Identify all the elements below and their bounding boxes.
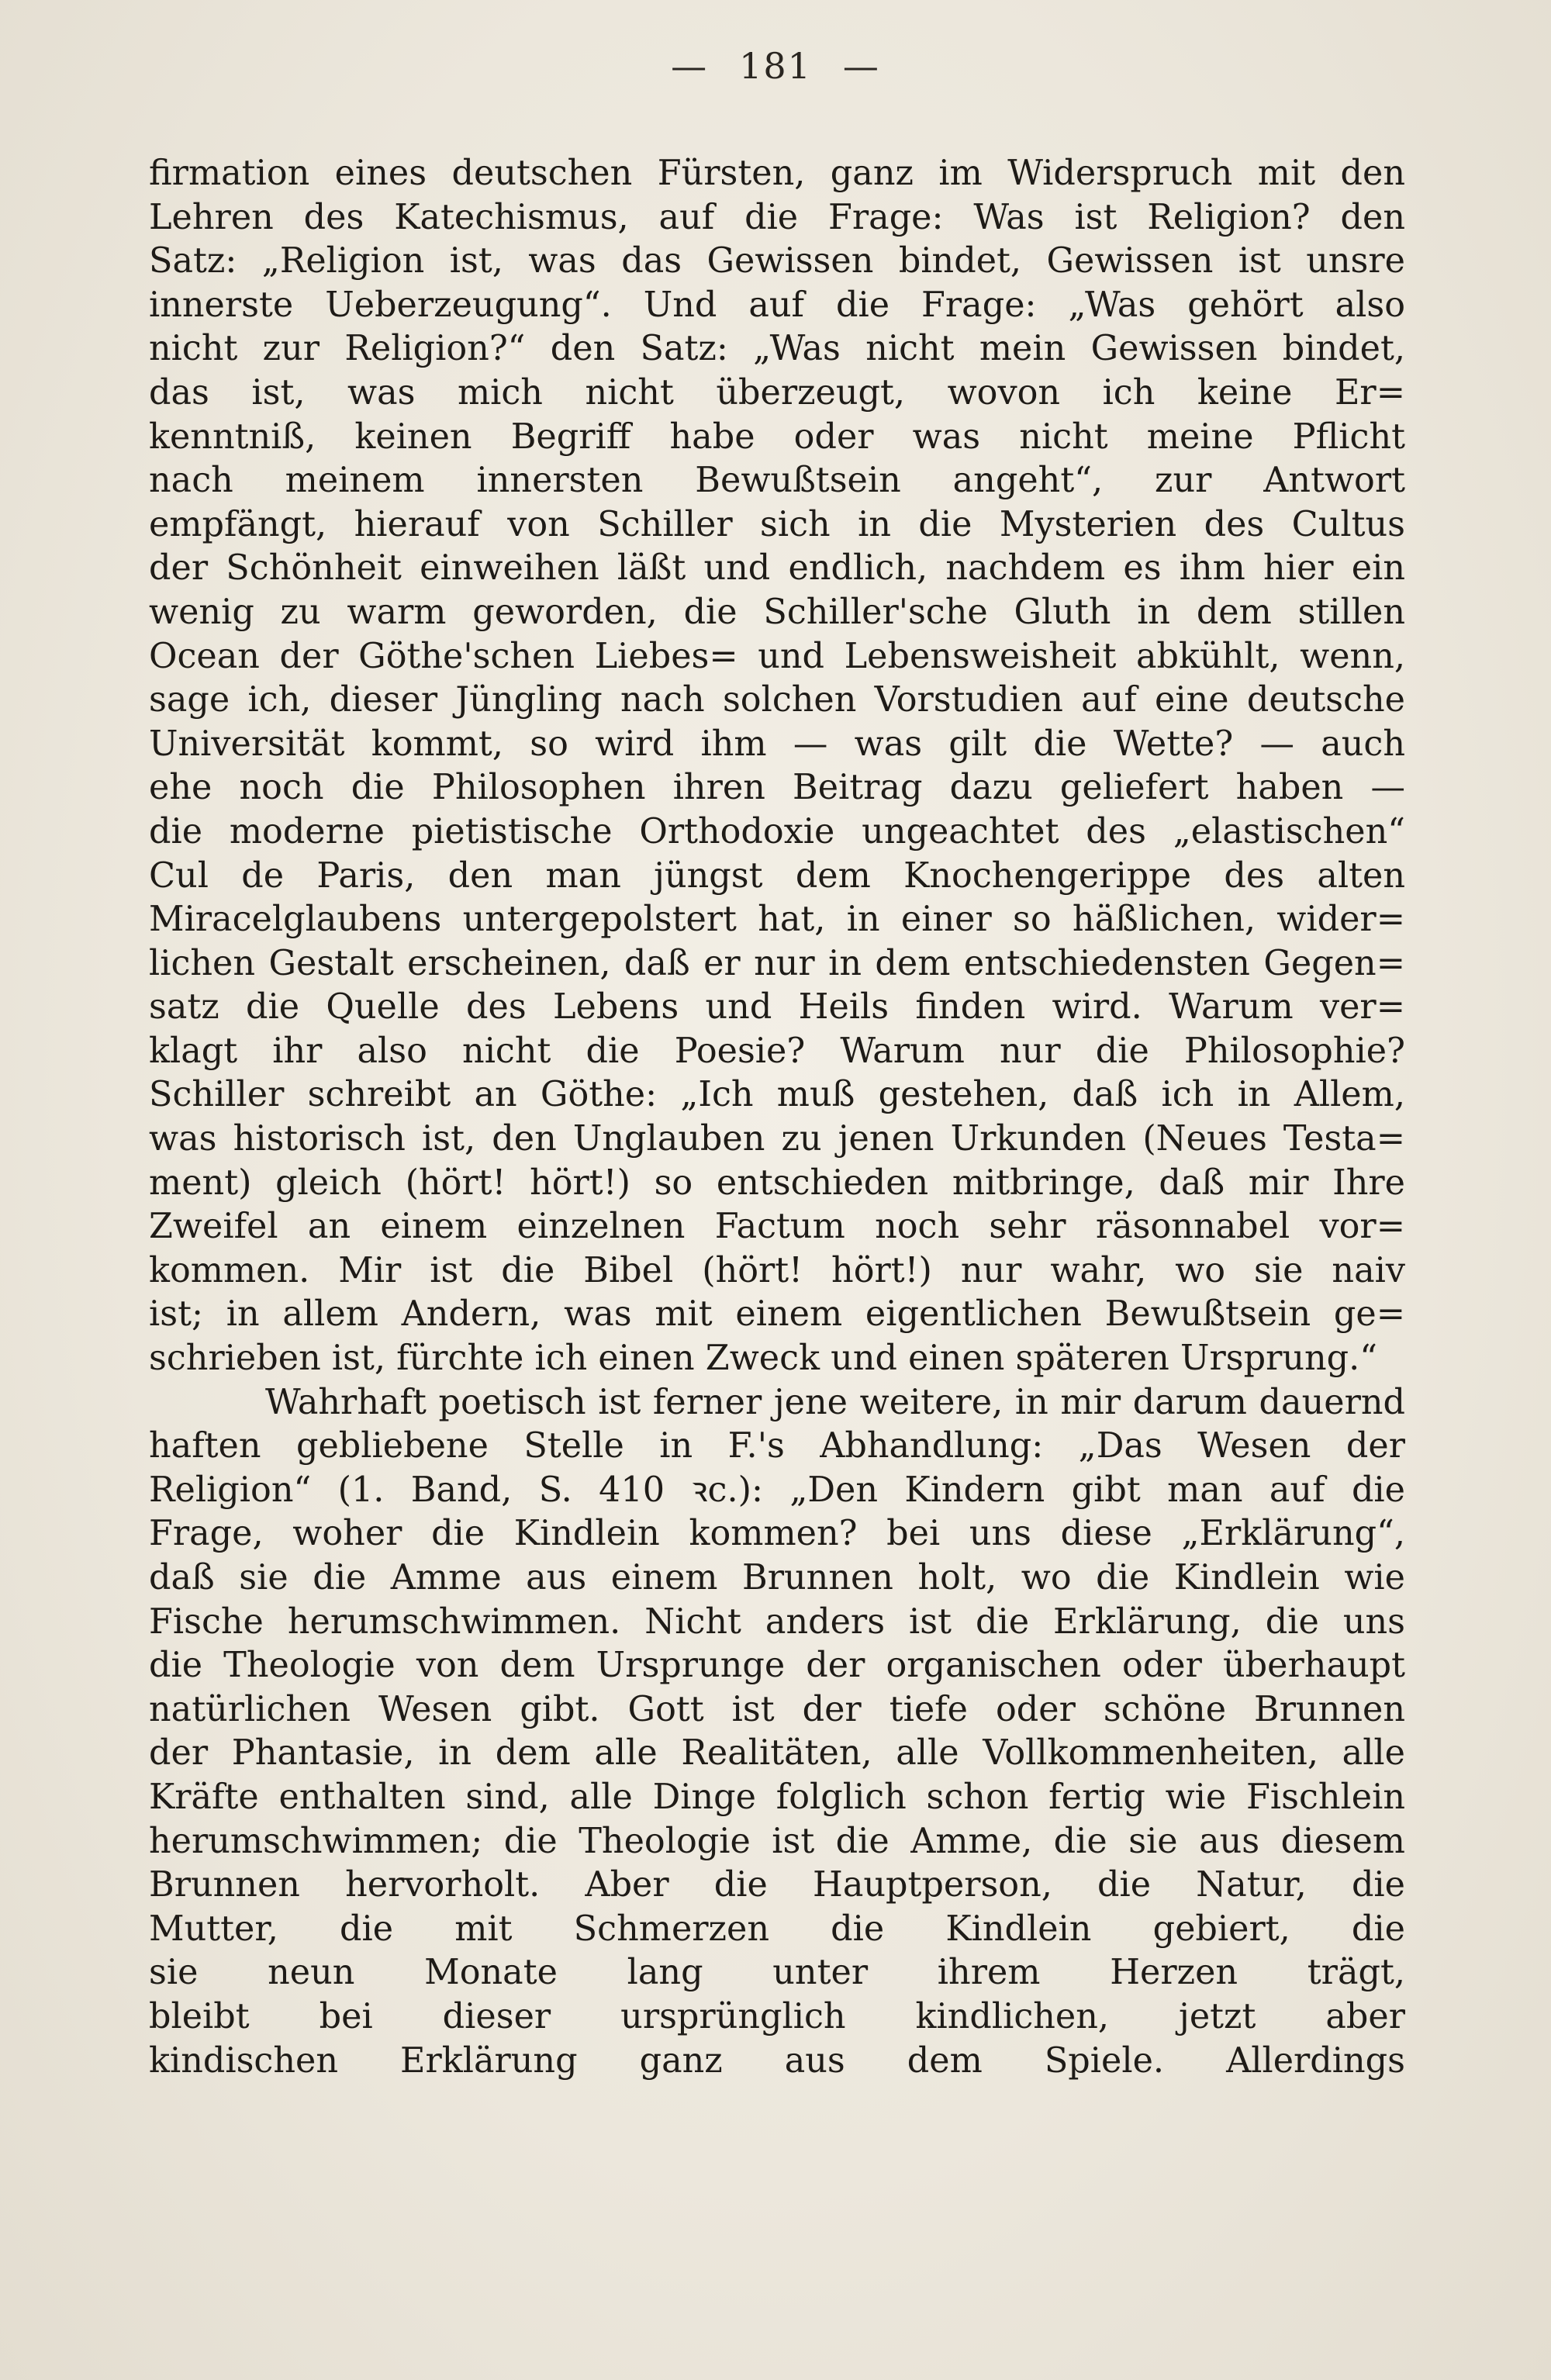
text-line: der Schönheit einweihen läßt und endlich, nachdem es ihm hier ein: [149, 548, 1405, 589]
text-line: das ist, was mich nicht überzeugt, wovon ich keine Er=: [149, 372, 1405, 413]
text-line: haften gebliebene Stelle in F.'s Abhandlung: „Das Wesen der: [149, 1426, 1405, 1466]
text-line: die moderne pietistische Orthodoxie ungeachtet des „elastischen“: [149, 811, 1405, 851]
header-dash-right: —: [842, 45, 880, 87]
text-line: schrieben ist, fürchte ich einen Zweck und einen späteren Ursprung.“: [149, 1339, 1378, 1379]
text-line: sie neun Monate lang unter ihrem Herzen trägt,: [149, 1953, 1405, 1993]
text-line: firmation eines deutschen Fürsten, ganz im Widerspruch mit den: [149, 154, 1405, 193]
text-line: Cul de Paris, den man jüngst dem Knochengerippe des alten: [149, 855, 1405, 896]
text-line: daß sie die Amme aus einem Brunnen holt, wo die Kindlein wie: [149, 1558, 1405, 1598]
text-line: Satz: „Religion ist, was das Gewissen bindet, Gewissen ist unsre: [149, 241, 1405, 282]
text-line: Religion“ (1. Band, S. 410 ꝛc.): „Den Kindern gibt man auf die: [149, 1470, 1405, 1510]
text-line: kenntniß, keinen Begriff habe oder was nicht meine Pflicht: [149, 416, 1405, 457]
text-line: Wahrhaft poetisch ist ferner jene weitere, in mir darum dauernd: [265, 1382, 1405, 1422]
text-line: nicht zur Religion?“ den Satz: „Was nicht mein Gewissen bindet,: [149, 329, 1405, 369]
text-line: herumschwimmen; die Theologie ist die Amme, die sie aus diesem: [149, 1821, 1405, 1861]
text-line: sage ich, dieser Jüngling nach solchen Vorstudien auf eine deutsche: [149, 680, 1405, 720]
text-line: Zweifel an einem einzelnen Factum noch sehr räsonnabel vor=: [149, 1207, 1405, 1247]
text-line: Frage, woher die Kindlein kommen? bei uns diese „Erklärung“,: [149, 1514, 1405, 1554]
text-line: nach meinem innersten Bewußtsein angeht“, zur Antwort: [149, 461, 1405, 501]
text-line: bleibt bei dieser ursprünglich kindlichen, jetzt aber: [149, 1996, 1405, 2036]
text-line: Universität kommt, so wird ihm — was gilt die Wette? — auch: [149, 724, 1405, 764]
text-line: satz die Quelle des Lebens und Heils finden wird. Warum ver=: [149, 987, 1405, 1028]
text-line: kommen. Mir ist die Bibel (hört! hört!) nur wahr, wo sie naiv: [149, 1250, 1405, 1290]
text-line: Fische herumschwimmen. Nicht anders ist die Erklärung, die uns: [149, 1601, 1405, 1642]
text-line: die Theologie von dem Ursprunge der organischen oder überhaupt: [149, 1646, 1405, 1686]
text-line: ist; in allem Andern, was mit einem eigentlichen Bewußtsein ge=: [149, 1294, 1405, 1335]
text-line: Schiller schreibt an Göthe: „Ich muß gestehen, daß ich in Allem,: [149, 1075, 1405, 1115]
text-line: innerste Ueberzeugung“. Und auf die Frage: „Was gehört also: [149, 285, 1405, 325]
page-number: 181: [739, 45, 812, 87]
text-line: Ocean der Göthe'schen Liebes= und Lebensweisheit abkühlt, wenn,: [149, 636, 1405, 676]
text-line: Kräfte enthalten sind, alle Dinge folglich schon fertig wie Fischlein: [149, 1777, 1405, 1817]
text-line: Brunnen hervorholt. Aber die Hauptperson, die Natur, die: [149, 1865, 1405, 1905]
text-line: lichen Gestalt erscheinen, daß er nur in dem entschiedensten Gegen=: [149, 943, 1405, 983]
text-line: was historisch ist, den Unglauben zu jenen Urkunden (Neues Testa=: [149, 1119, 1405, 1159]
text-line: ehe noch die Philosophen ihren Beitrag dazu geliefert haben —: [149, 768, 1405, 808]
body-text: [149, 152, 1405, 2083]
text-line: kindischen Erklärung ganz aus dem Spiele. Allerdings: [149, 2040, 1405, 2081]
text-line: ment) gleich (hört! hört!) so entschieden mitbringe, daß mir Ihre: [149, 1162, 1405, 1203]
text-line: natürlichen Wesen gibt. Gott ist der tiefe oder schöne Brunnen: [149, 1689, 1405, 1729]
text-line: klagt ihr also nicht die Poesie? Warum nur die Philosophie?: [149, 1031, 1405, 1071]
text-line: der Phantasie, in dem alle Realitäten, alle Vollkommenheiten, alle: [149, 1733, 1405, 1774]
text-line: empfängt, hierauf von Schiller sich in die Mysterien des Cultus: [149, 504, 1405, 544]
header-dash-left: —: [671, 45, 709, 87]
text-line: Mutter, die mit Schmerzen die Kindlein gebiert, die: [149, 1908, 1405, 1949]
text-line: Lehren des Katechismus, auf die Frage: Was ist Religion? den: [149, 197, 1405, 237]
page-header: [0, 45, 1551, 87]
text-line: wenig zu warm geworden, die Schiller'sche Gluth in dem stillen: [149, 592, 1405, 632]
text-line: Miracelglaubens untergepolstert hat, in einer so häßlichen, wider=: [149, 900, 1405, 940]
